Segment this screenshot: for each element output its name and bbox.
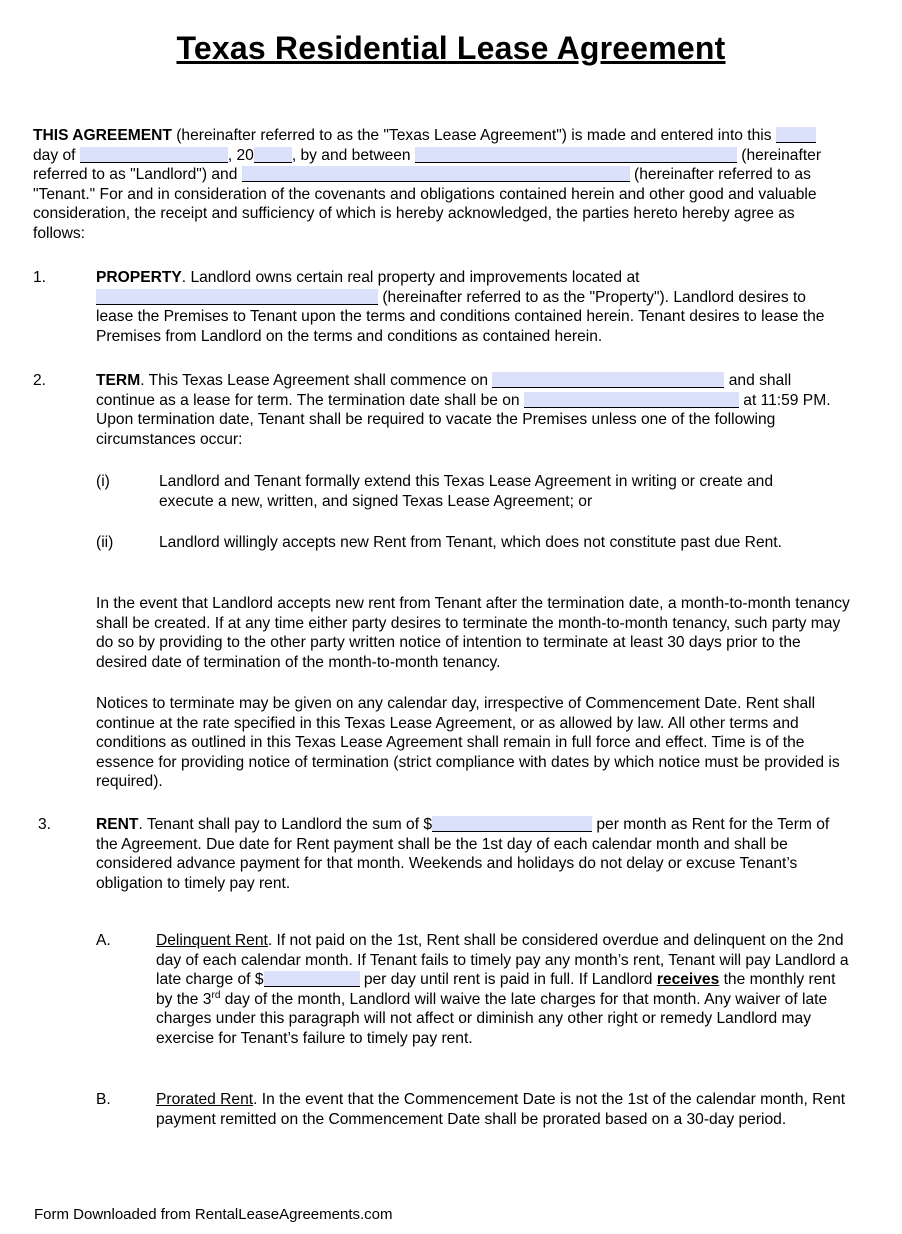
landlord-name-field[interactable] <box>415 147 737 163</box>
intro-text-5: (hereinafter referred to as "Landlord") and <box>33 146 822 184</box>
section-3-text-2: per month as Rent for the Term of the Agreement. Due date for Rent payment shall be the 1st day of each calendar month and shall be considered advance payment for that month. Weekends and holidays do not delay or excuse Tenant’s obligation to timely pay rent. <box>96 816 830 892</box>
item-b-number: B. <box>96 1091 111 1108</box>
item-ii-number: (ii) <box>96 534 114 551</box>
receives-emphasis: receives <box>656 971 720 989</box>
footer-source: Form Downloaded from RentalLeaseAgreements.com <box>34 1206 393 1223</box>
month-field[interactable] <box>80 147 228 163</box>
section-2-text-3: at 11:59 PM. Upon termination date, Tenant shall be required to vacate the Premises unless one of the following circumstances occur: <box>96 391 831 448</box>
section-1-text-1: . Landlord owns certain real property and improvements located at <box>181 269 640 286</box>
day-field[interactable] <box>776 127 816 143</box>
section-1-text-2: (hereinafter referred to as the "Property"). Landlord desires to lease the Premises to Tenant upon the terms and conditions contained herein. Tenant desires to lease the Premises from Landlord on the terms and conditions as contained herein. <box>96 288 825 345</box>
item-i-text: Landlord and Tenant formally extend this Texas Lease Agreement in writing or create and execute a new, written, and signed Texas Lease Agreement; or <box>159 473 774 510</box>
ordinal-superscript: rd <box>211 989 221 1001</box>
item-i-number: (i) <box>96 473 110 490</box>
commencement-date-field[interactable] <box>492 372 724 388</box>
item-a-number: A. <box>96 932 111 949</box>
monthly-rent-field[interactable] <box>432 816 592 832</box>
document-title: Texas Residential Lease Agreement <box>176 30 726 66</box>
intro-text-4: , by and between <box>291 146 415 164</box>
delinquent-rent-heading: Delinquent Rent <box>156 932 268 949</box>
prorated-rent-heading: Prorated Rent <box>156 1091 254 1108</box>
section-1-property <box>96 268 844 346</box>
intro-text-1: (hereinafter referred to as the "Texas Lease Agreement") is made and entered into this <box>171 127 776 144</box>
section-2-heading: TERM <box>96 372 141 389</box>
item-ii-text: Landlord willingly accepts new Rent from Tenant, which does not constitute past due Rent. <box>159 534 782 551</box>
section-3-text-1: . Tenant shall pay to Landlord the sum of $ <box>138 816 433 833</box>
intro-lead: THIS AGREEMENT <box>33 127 172 144</box>
section-2-number: 2. <box>33 372 47 389</box>
property-address-field[interactable] <box>96 289 378 305</box>
section-2-text-2: and shall continue as a lease for term. The termination date shall be on <box>96 372 792 409</box>
delinquent-text-1: . If not paid on the 1st, Rent shall be considered overdue and delinquent on the 2nd day of each calendar month. If Tenant fails to timely pay any month’s rent, Tenant will pay Landlord a late charge of $ <box>156 932 849 989</box>
section-3-rent <box>96 815 848 893</box>
year-field[interactable] <box>254 147 292 163</box>
prorated-rent-paragraph <box>156 1090 856 1129</box>
intro-text-6: (hereinafter referred to as "Tenant." For and in consideration of the covenants and obligations contained herein and other good and valuable consideration, the receipt and sufficiency of which is hereby acknowledged, the parties hereto hereby agree as follows: <box>33 166 817 242</box>
delinquent-rent-paragraph <box>156 931 856 1049</box>
section-2-term <box>96 371 850 449</box>
section-1-number: 1. <box>33 269 47 286</box>
notices-paragraph: Notices to terminate may be given on any calendar day, irrespective of Commencement Date. Rent shall continue at the rate specified in this Texas Lease Agreement, or as allowed by law. All other terms and conditions as outlined in this Texas Lease Agreement shall remain in full force and effect. Time is of the essence for providing notice of termination (strict compliance with dates by which notice must be provided is required). <box>96 695 840 791</box>
holdover-paragraph: In the event that Landlord accepts new rent from Tenant after the termination date, a month-to-month tenancy shall be created. If at any time either party desires to terminate the month-to-month tenancy, such party may do so by providing to the other party written notice of intention to terminate at least 30 days prior to the desired date of termination of the month-to-month tenancy. <box>96 595 850 671</box>
delinquent-text-4: day of the month, Landlord will waive the late charges for that month. Any waiver of late charges under this paragraph will not affect or diminish any other right or remedy Landlord may exercise for Tenant’s failure to timely pay rent. <box>156 990 828 1047</box>
section-2-text-1: . This Texas Lease Agreement shall commence on <box>140 372 493 389</box>
tenant-name-field[interactable] <box>242 166 630 182</box>
intro-paragraph <box>33 126 841 244</box>
delinquent-text-2: per day until rent is paid in full. If Landlord <box>359 971 657 989</box>
section-3-number: 3. <box>38 816 52 833</box>
section-1-heading: PROPERTY <box>96 269 182 286</box>
late-charge-field[interactable] <box>264 971 360 987</box>
prorated-text: . In the event that the Commencement Date is not the 1st of the calendar month, Rent payment remitted on the Commencement Date shall be prorated based on a 30-day period. <box>156 1091 846 1128</box>
intro-text-2: day of <box>33 146 80 164</box>
section-3-heading: RENT <box>96 816 139 833</box>
termination-date-field[interactable] <box>524 392 739 408</box>
delinquent-text-3: the monthly rent by the 3 <box>156 971 836 1008</box>
intro-text-3: , 20 <box>227 146 254 164</box>
